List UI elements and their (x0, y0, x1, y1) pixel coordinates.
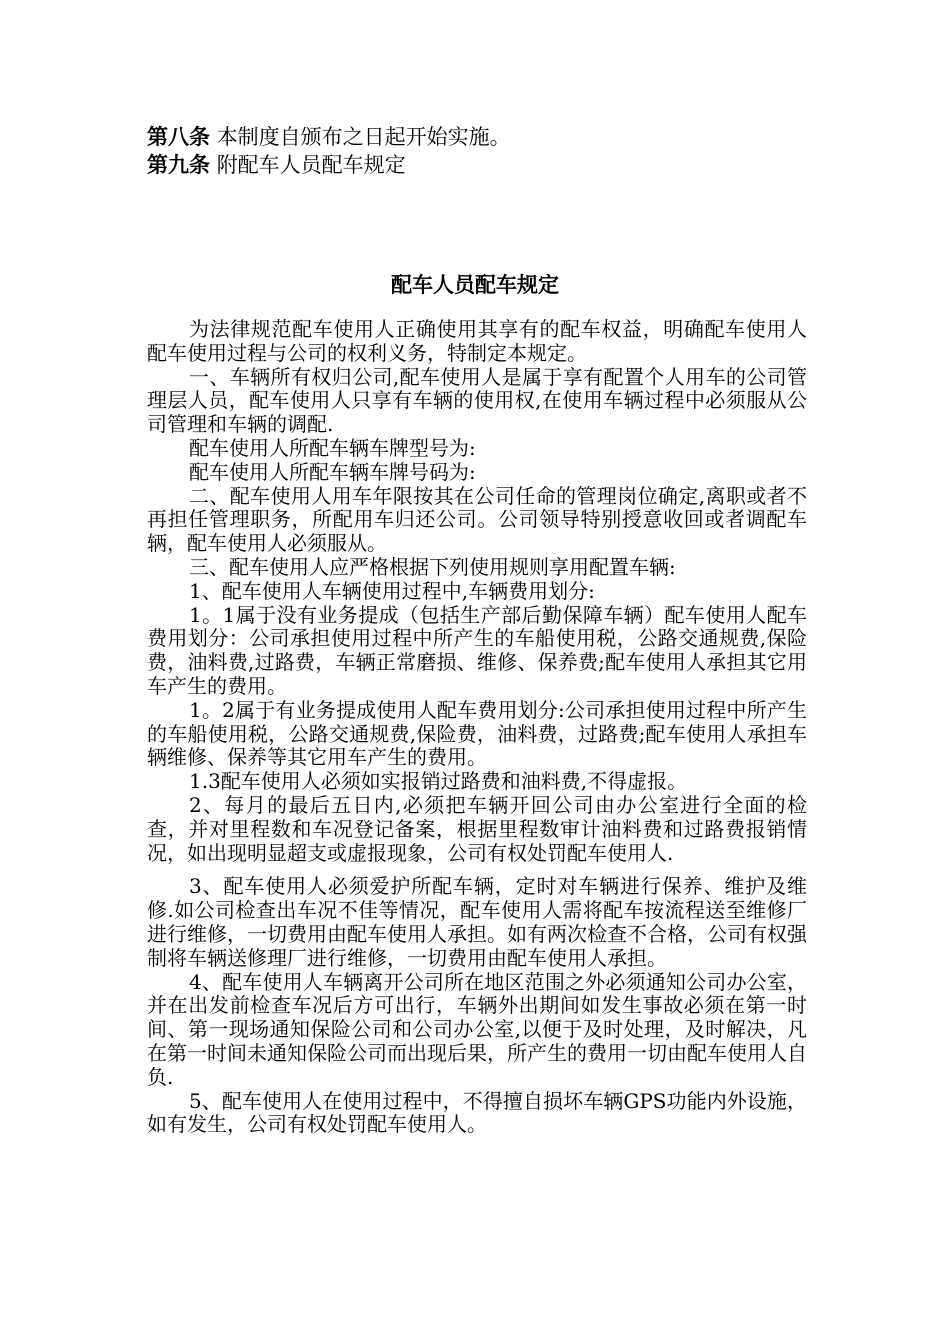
paragraph: 配车使用人所配车辆车牌型号为: (189, 435, 476, 460)
regulation-body (147, 318, 807, 1137)
paragraph: 为法律规范配车使用人正确使用其享有的配车权益，明确配车使用人配车使用过程与公司的权利义务，特制定本规定。 (147, 317, 807, 365)
paragraph: 二、配车使用人用车年限按其在公司任命的管理岗位确定,离职或者不再担任管理职务，所配用车归还公司。公司领导特别授意收回或者调配车辆，配车使用人必须服从。 (147, 483, 807, 556)
article-text: 本制度自颁布之日起开始实施。 (216, 125, 511, 149)
paragraph: 配车使用人所配车辆车牌号码为: (189, 459, 476, 484)
paragraph: 1、配车使用人车辆使用过程中,车辆费用划分: (189, 578, 595, 603)
paragraph: 1。2属于有业务提成使用人配车费用划分:公司承担使用过程中所产生的车船使用税，公路交通规费,保险费，油料费，过路费;配车使用人承担车辆维修、保养等其它用车产生的费用。 (147, 697, 807, 770)
paragraph: 2、每月的最后五日内,必须把车辆开回公司由办公室进行全面的检查，并对里程数和车况登记备案，根据里程数审计油料费和过路费报销情况，如出现明显超支或虚报现象，公司有权处罚配车使用人. (147, 792, 807, 865)
article-number: 第九条 (147, 153, 210, 177)
paragraph: 1。1属于没有业务提成（包括生产部后勤保障车辆）配车使用人配车费用划分：公司承担使用过程中所产生的车船使用税，公路交通规费,保险费，油料费,过路费，车辆正常磨损、维修、保养费;配车使用人承担其它用车产生的费用。 (147, 602, 807, 698)
article-text: 附配车人员配车规定 (216, 153, 406, 177)
paragraph: 1.3配车使用人必须如实报销过路费和油料费,不得虚报。 (189, 769, 688, 794)
paragraph: 一、车辆所有权归公司,配车使用人是属于享有配置个人用车的公司管理层人员，配车使用人只享有车辆的使用权,在使用车辆过程中必须服从公司管理和车辆的调配. (147, 364, 807, 437)
paragraph: 三、配车使用人应严格根据下列使用规则享用配置车辆: (189, 554, 676, 579)
paragraph: 4、配车使用人车辆离开公司所在地区范围之外必须通知公司办公室，并在出发前检查车况后方可出行，车辆外出期间如发生事故必须在第一时间、第一现场通知保险公司和公司办公室,以便于及时处理，及时解决，凡在第一时间未通知保险公司而出现后果，所产生的费用一切由配车使用人自负. (147, 969, 807, 1089)
article-9 (147, 151, 406, 179)
article-8 (147, 123, 511, 151)
document-title: 配车人员配车规定 (391, 273, 559, 297)
paragraph: 5、配车使用人在使用过程中，不得擅自损坏车辆GPS功能内外设施，如有发生，公司有权处罚配车使用人。 (147, 1088, 807, 1137)
paragraph: 3、配车使用人必须爱护所配车辆，定时对车辆进行保养、维护及维修.如公司检查出车况不佳等情况，配车使用人需将配车按流程送至维修厂进行维修，一切费用由配车使用人承担。如有两次检查不合格，公司有权强制将车辆送修理厂进行维修，一切费用由配车使用人承担。 (147, 874, 807, 970)
article-number: 第八条 (147, 125, 210, 149)
